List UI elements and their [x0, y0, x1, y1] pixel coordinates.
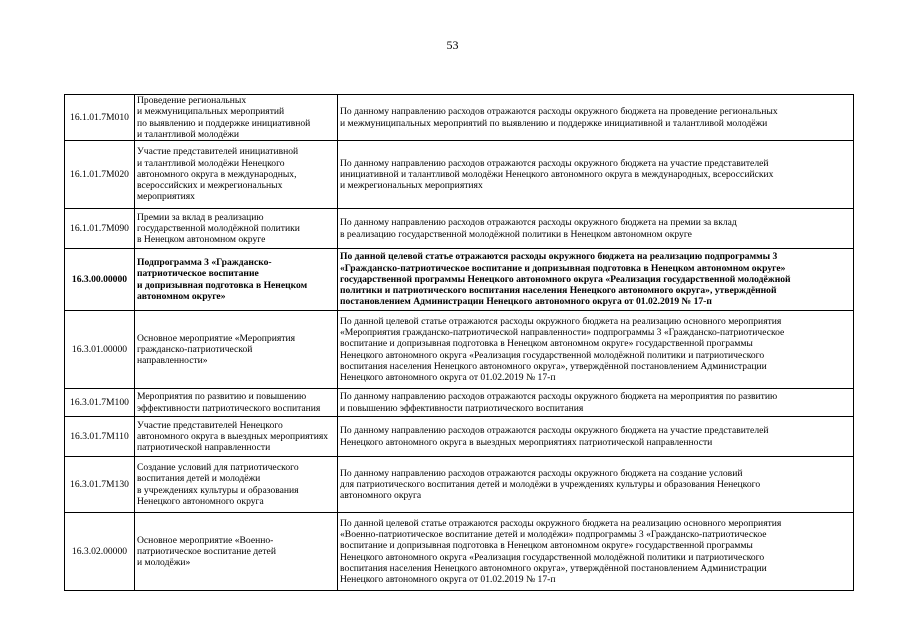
description-cell: По данной целевой статье отражаются расходы окружного бюджета на реализацию подпрограммы 3 «Гражданско-патриотическое воспитание и допризывная подготовка в Ненецком автономном округе» государственной программы Ненецкого автономного округа «Реализация государственной молодёжной политики и патриотического воспитания населения Ненецкого автономного округа», утверждённой постановлением Администрации Ненецкого автономного округа от 01.02.2019 № 17-п — [338, 249, 854, 311]
table-row — [65, 209, 854, 249]
table-row — [65, 141, 854, 209]
description-cell: По данному направлению расходов отражаются расходы окружного бюджета на участие представителей инициативной и талантливой молодёжи Ненецкого автономного округа в международных, всероссийских и межрегиональных мероприятиях — [338, 141, 854, 209]
description-cell: По данному направлению расходов отражаются расходы окружного бюджета на создание условий для патриотического воспитания детей и молодёжи в учреждениях культуры и образования Ненецкого автономного округа — [338, 457, 854, 513]
name-cell: Участие представителей Ненецкого автономного округа в выездных мероприятиях патриотической направленности — [135, 417, 338, 457]
code-cell: 16.3.01.00000 — [65, 311, 135, 389]
table-row — [65, 95, 854, 141]
description-cell: По данной целевой статье отражаются расходы окружного бюджета на реализацию основного мероприятия «Мероприятия гражданско-патриотической направленности» подпрограммы 3 «Гражданско-патриотическое воспитание и допризывная подготовка в Ненецком автономном округе» государственной программы Ненецкого автономного округа «Реализация государственной молодёжной политики и патриотического воспитания населения Ненецкого автономного округа», утверждённой постановлением Администрации Ненецкого автономного округа от 01.02.2019 № 17-п — [338, 311, 854, 389]
code-cell: 16.3.02.00000 — [65, 513, 135, 591]
table-row — [65, 513, 854, 591]
name-cell: Проведение региональных и межмуниципальных мероприятий по выявлению и поддержке инициативной и талантливой молодёжи — [135, 95, 338, 141]
name-cell: Создание условий для патриотического воспитания детей и молодёжи в учреждениях культуры и образования Ненецкого автономного округа — [135, 457, 338, 513]
name-cell: Мероприятия по развитию и повышению эффективности патриотического воспитания — [135, 389, 338, 417]
code-cell: 16.1.01.7M020 — [65, 141, 135, 209]
name-cell: Участие представителей инициативной и талантливой молодёжи Ненецкого автономного округа в международных, всероссийских и межрегиональных мероприятиях — [135, 141, 338, 209]
table-row — [65, 457, 854, 513]
code-cell: 16.1.01.7M090 — [65, 209, 135, 249]
code-cell: 16.3.00.00000 — [65, 249, 135, 311]
code-cell: 16.1.01.7M010 — [65, 95, 135, 141]
table-row — [65, 389, 854, 417]
table-row — [65, 417, 854, 457]
name-cell: Премии за вклад в реализацию государственной молодёжной политики в Ненецком автономном округе — [135, 209, 338, 249]
name-cell: Подпрограмма 3 «Гражданско- патриотическое воспитание и допризывная подготовка в Ненецком автономном округе» — [135, 249, 338, 311]
code-cell: 16.3.01.7M100 — [65, 389, 135, 417]
code-cell: 16.3.01.7M130 — [65, 457, 135, 513]
table-row — [65, 249, 854, 311]
code-cell: 16.3.01.7M110 — [65, 417, 135, 457]
table-row — [65, 311, 854, 389]
description-cell: По данному направлению расходов отражаются расходы окружного бюджета на проведение региональных и межмуниципальных мероприятий по выявлению и поддержке инициативной и талантливой молодёжи — [338, 95, 854, 141]
description-cell: По данной целевой статье отражаются расходы окружного бюджета на реализацию основного мероприятия «Военно-патриотическое воспитание детей и молодёжи» подпрограммы 3 «Гражданско-патриотическое воспитание и допризывная подготовка в Ненецком автономном округе» государственной программы Ненецкого автономного округа «Реализация государственной молодёжной политики и патриотического воспитания населения Ненецкого автономного округа», утверждённой постановлением Администрации Ненецкого автономного округа от 01.02.2019 № 17-п — [338, 513, 854, 591]
page-number: 53 — [446, 38, 459, 52]
name-cell: Основное мероприятие «Мероприятия гражданско-патриотической направленности» — [135, 311, 338, 389]
description-cell: По данному направлению расходов отражаются расходы окружного бюджета на премии за вклад в реализацию государственной молодёжной политики в Ненецком автономном округе — [338, 209, 854, 249]
description-cell: По данному направлению расходов отражаются расходы окружного бюджета на мероприятия по развитию и повышению эффективности патриотического воспитания — [338, 389, 854, 417]
budget-classification-table — [64, 94, 854, 591]
name-cell: Основное мероприятие «Военно- патриотическое воспитание детей и молодёжи» — [135, 513, 338, 591]
description-cell: По данному направлению расходов отражаются расходы окружного бюджета на участие представителей Ненецкого автономного округа в выездных мероприятиях патриотической направленности — [338, 417, 854, 457]
